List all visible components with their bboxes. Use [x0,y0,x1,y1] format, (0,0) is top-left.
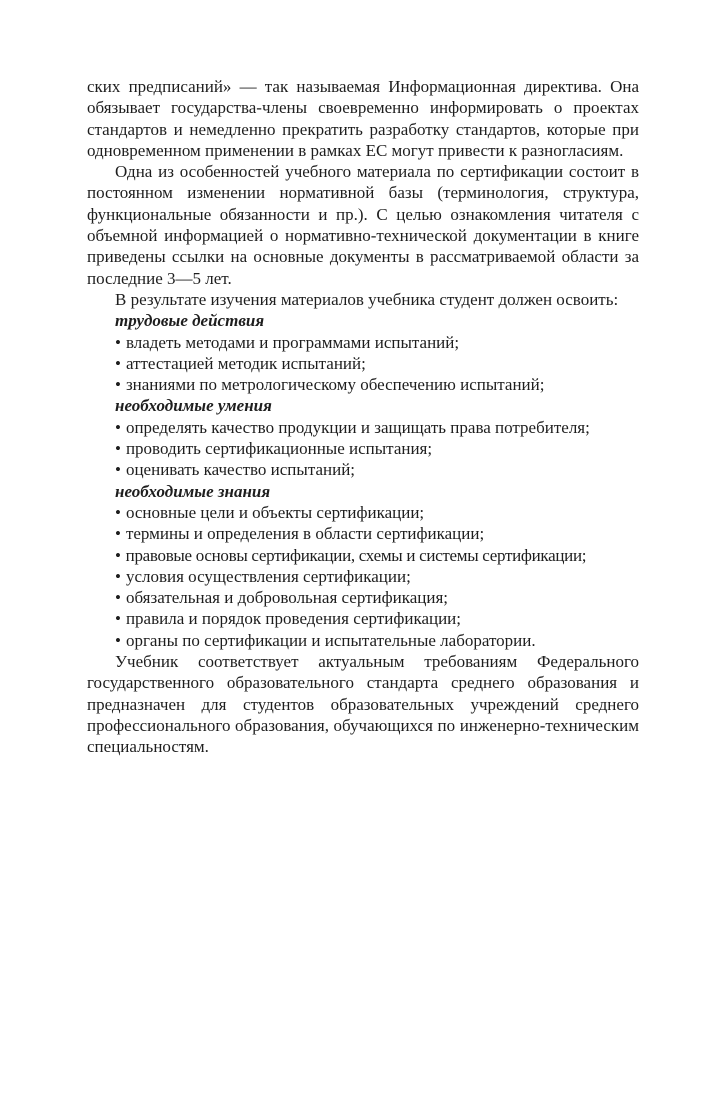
paragraph-material-features: Одна из особенностей учебного материала по сертификации состоит в постоянном изменении нормативной базы (терминология, структура, функциональные обязанности и пр.). С целью ознакомления читателя с объемной информацией о нормативно-технической документации в книге приведены ссылки на основные документы в рассматриваемой области за последние 3—5 лет. [87,162,639,288]
list-item [115,502,639,523]
list-item-text: основные цели и объекты сертификации; [125,502,425,522]
bullet-icon: • [115,375,121,395]
list-item-text: знаниями по метрологическому обеспечению испытаний; [125,375,545,395]
list-item [115,608,639,629]
paragraph-learning-outcomes-intro: В результате изучения материалов учебника студент должен освоить: [115,289,619,309]
list-item [115,523,639,544]
bullet-icon: • [115,353,121,373]
list-item-text: аттестацией методик испытаний; [125,353,366,373]
bullet-icon: • [115,566,121,586]
paragraph-textbook-compliance: Учебник соответствует актуальным требованиям Федерального государственного образовательного стандарта среднего образования и предназначен для студентов образовательных учреждений среднего профессионального образования, обучающихся по инженерно-техническим специальностям. [87,652,639,757]
bullet-icon: • [115,502,121,522]
list-item [115,459,639,480]
list-item [115,353,639,374]
list-item [115,566,639,587]
list-item-text: определять качество продукции и защищать права потребителя; [125,417,590,437]
bullet-icon: • [115,332,121,352]
bullet-icon: • [115,630,121,650]
list-item-text: условия осуществления сертификации; [125,566,411,586]
list-item-text: правила и порядок проведения сертификации; [125,609,462,629]
list-item [115,545,639,566]
bullet-icon: • [115,417,121,437]
list-item [115,374,639,395]
list-item [115,630,639,651]
list-item [115,438,639,459]
list-item-text: оценивать качество испытаний; [125,460,356,480]
bullet-icon: • [115,609,121,629]
bullet-list [87,502,639,651]
bullet-list [87,417,639,481]
list-item [115,417,639,438]
bullet-icon: • [115,545,121,565]
section-heading: необходимые умения [115,396,272,416]
section-heading: трудовые действия [115,311,265,331]
bullet-icon: • [115,524,121,544]
section-required-knowledge [87,481,639,651]
list-item [115,332,639,353]
list-item-text: обязательная и добровольная сертификация; [125,588,449,608]
section-heading: необходимые знания [115,481,271,501]
bullet-list [87,332,639,396]
list-item-text: правовые основы сертификации, схемы и системы сертификации; [125,545,587,565]
bullet-icon: • [115,588,121,608]
bullet-icon: • [115,460,121,480]
list-item-text: органы по сертификации и испытательные лаборатории. [125,630,536,650]
section-required-skills [87,395,639,480]
list-item-text: термины и определения в области сертификации; [125,524,485,544]
section-labor-actions [87,310,639,395]
document-page [87,76,639,758]
list-item-text: владеть методами и программами испытаний; [125,332,460,352]
bullet-icon: • [115,439,121,459]
list-item-text: проводить сертификационные испытания; [125,439,433,459]
paragraph-information-directive: ских предписаний» — так называемая Информационная директива. Она обязывает государства-члены своевременно информировать о проектах стандартов и немедленно прекратить разработку стандартов, которые при одновременном применении в рамках ЕС могут привести к разногласиям. [87,77,639,160]
list-item [115,587,639,608]
